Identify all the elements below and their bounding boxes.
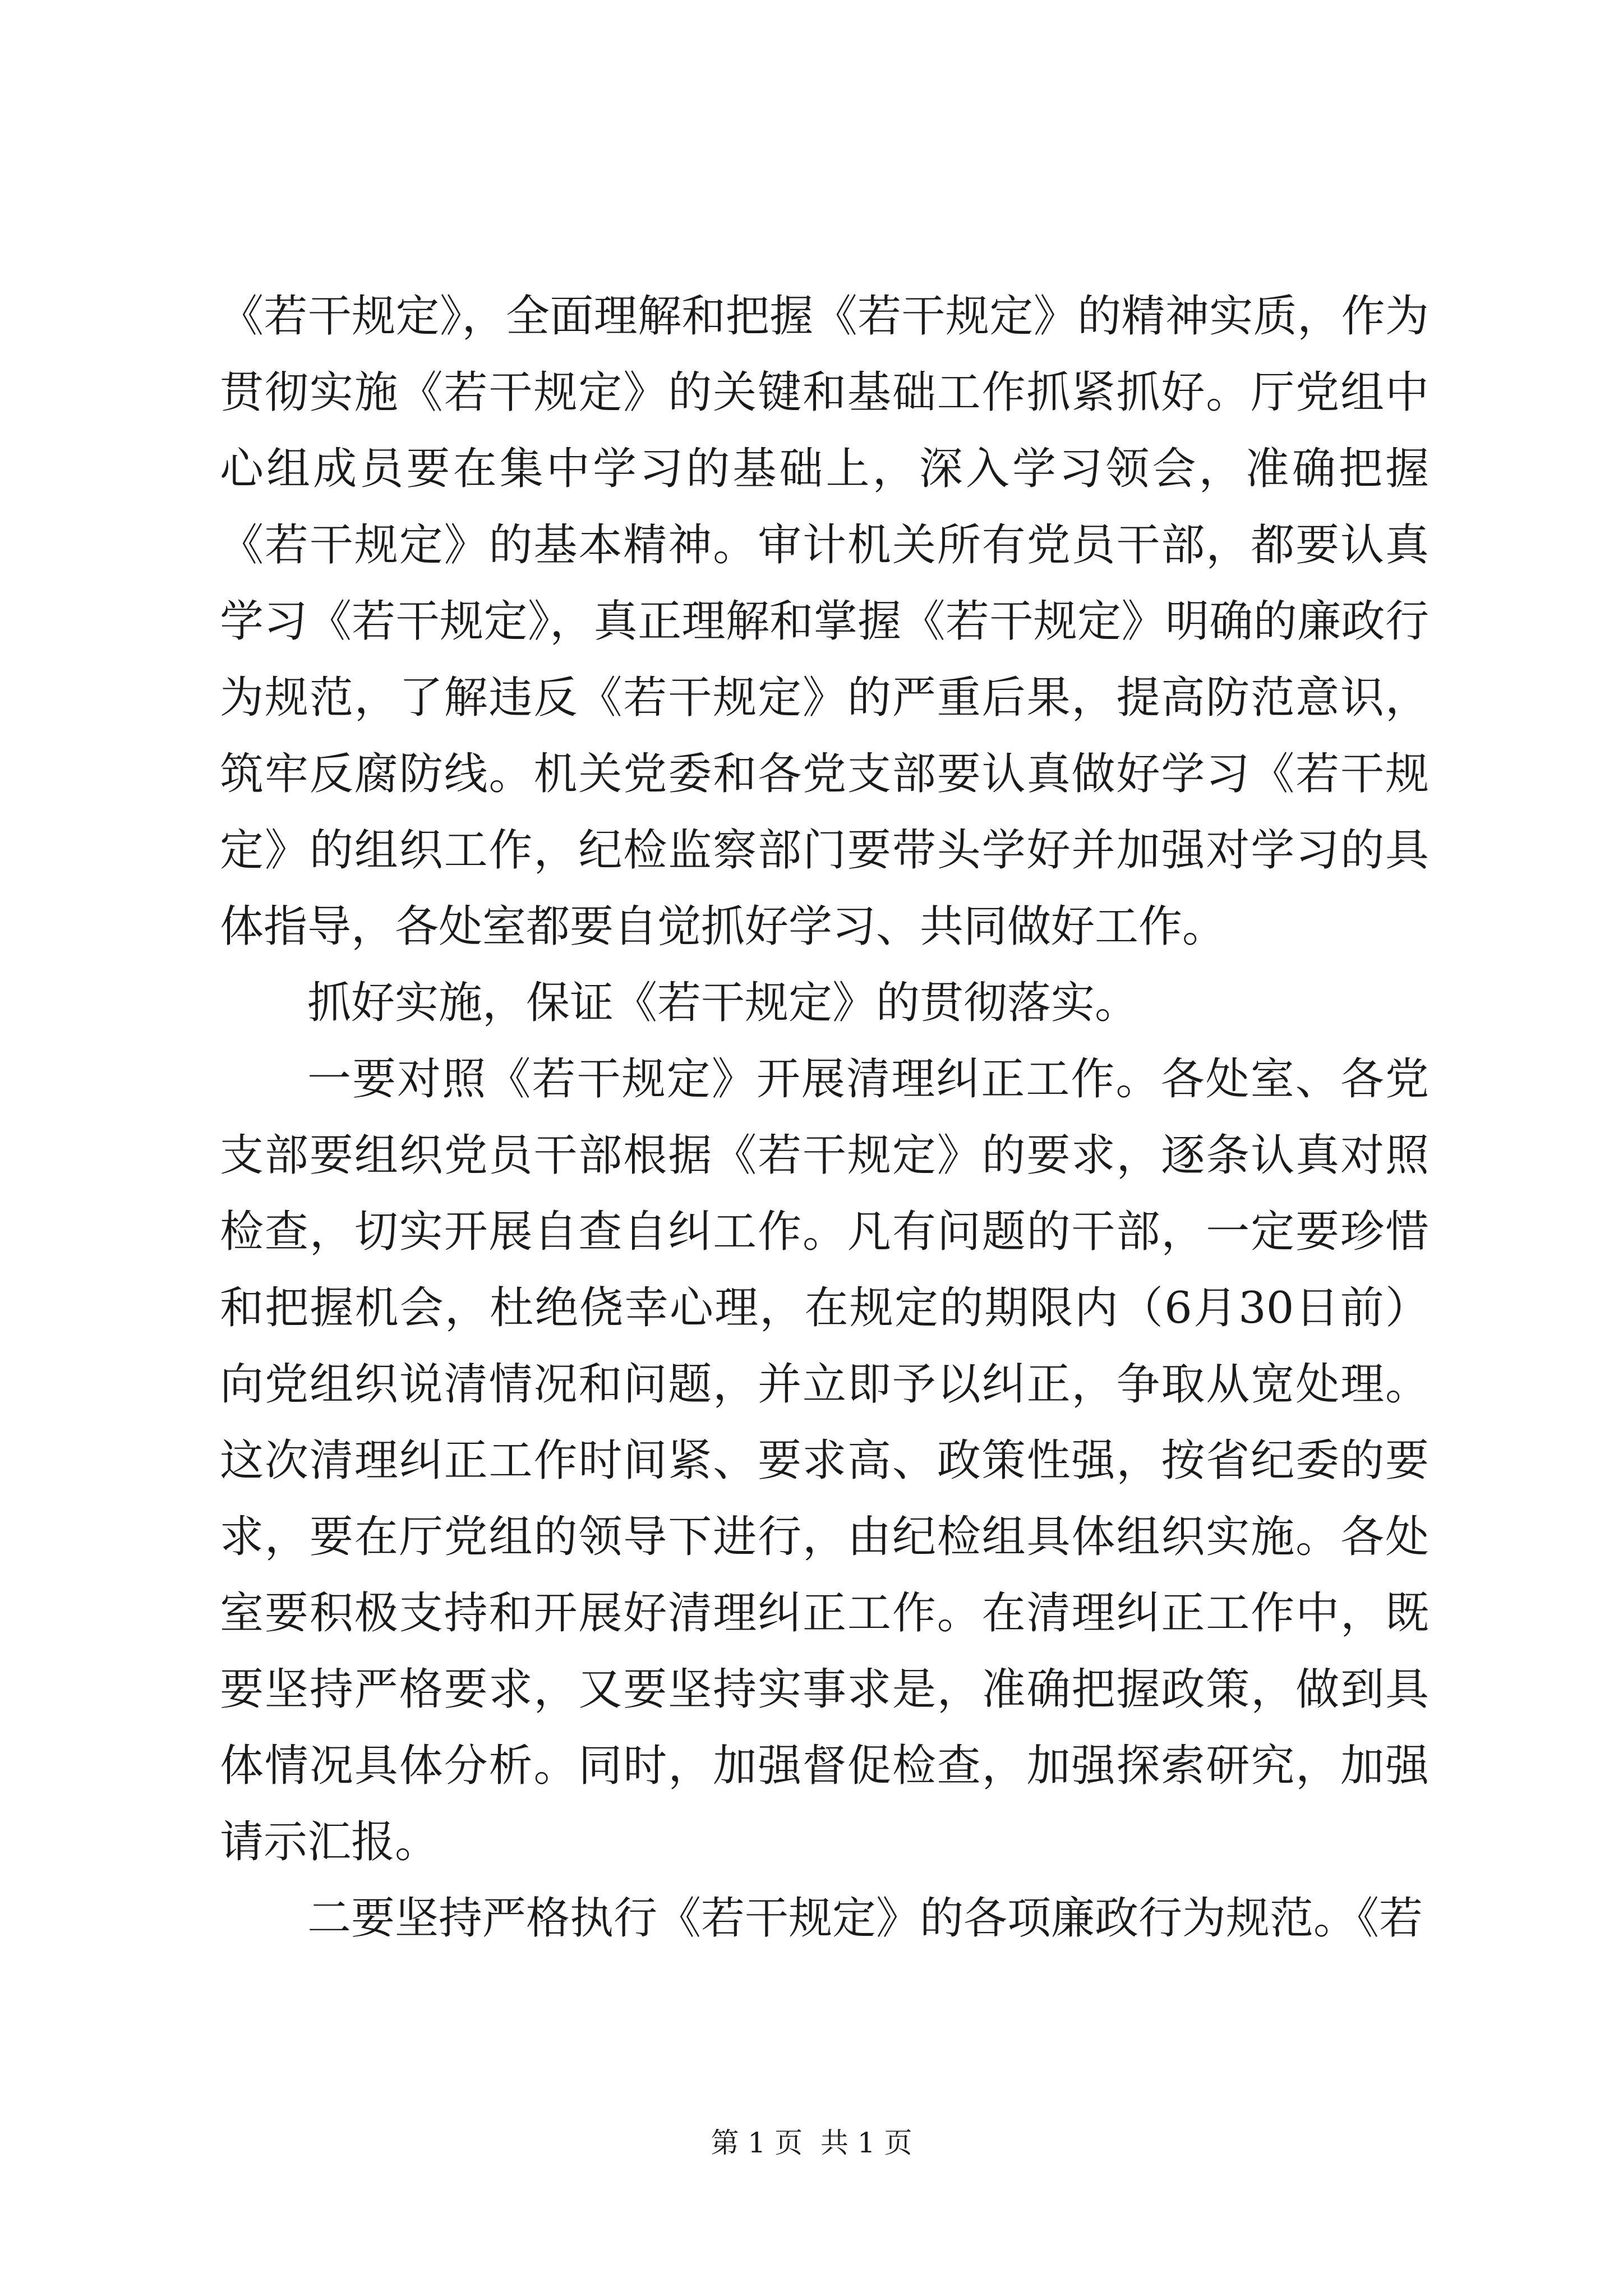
document-body xyxy=(220,278,1429,1957)
paragraph-point-one: 一要对照《若干规定》开展清理纠正工作。各处室、各党支部要组织党员干部根据《若干规定》的要求，逐条认真对照检查，切实开展自查自纠工作。凡有问题的干部，一定要珍惜和把握机会，杜绝侥幸心理，在规定的期限内（6月30日前）向党组织说清情况和问题，并立即予以纠正，争取从宽处理。这次清理纠正工作时间紧、要求高、政策性强，按省纪委的要求，要在厅党组的领导下进行，由纪检组具体组织实施。各处室要积极支持和开展好清理纠正工作。在清理纠正工作中，既要坚持严格要求，又要坚持实事求是，准确把握政策，做到具体情况具体分析。同时，加强督促检查，加强探索研究，加强请示汇报。 xyxy=(220,1054,1429,1867)
paragraph-point-two: 二要坚持严格执行《若干规定》的各项廉政行为规范。《若 xyxy=(307,1893,1423,1944)
page-footer: 第 1 页 共 1 页 xyxy=(711,2127,912,2159)
paragraph-continuation: 《若干规定》，全面理解和把握《若干规定》的精神实质，作为贯彻实施《若干规定》的关键和基础工作抓紧抓好。厅党组中心组成员要在集中学习的基础上，深入学习领会，准确把握《若干规定》的基本精神。审计机关所有党员干部，都要认真学习《若干规定》，真正理解和掌握《若干规定》明确的廉政行为规范，了解违反《若干规定》的严重后果，提高防范意识，筑牢反腐防线。机关党委和各党支部要认真做好学习《若干规定》的组织工作，纪检监察部门要带头学好并加强对学习的具体指导，各处室都要自觉抓好学习、共同做好工作。 xyxy=(220,291,1429,952)
paragraph-heading-implementation: 抓好实施，保证《若干规定》的贯彻落实。 xyxy=(307,978,1139,1028)
